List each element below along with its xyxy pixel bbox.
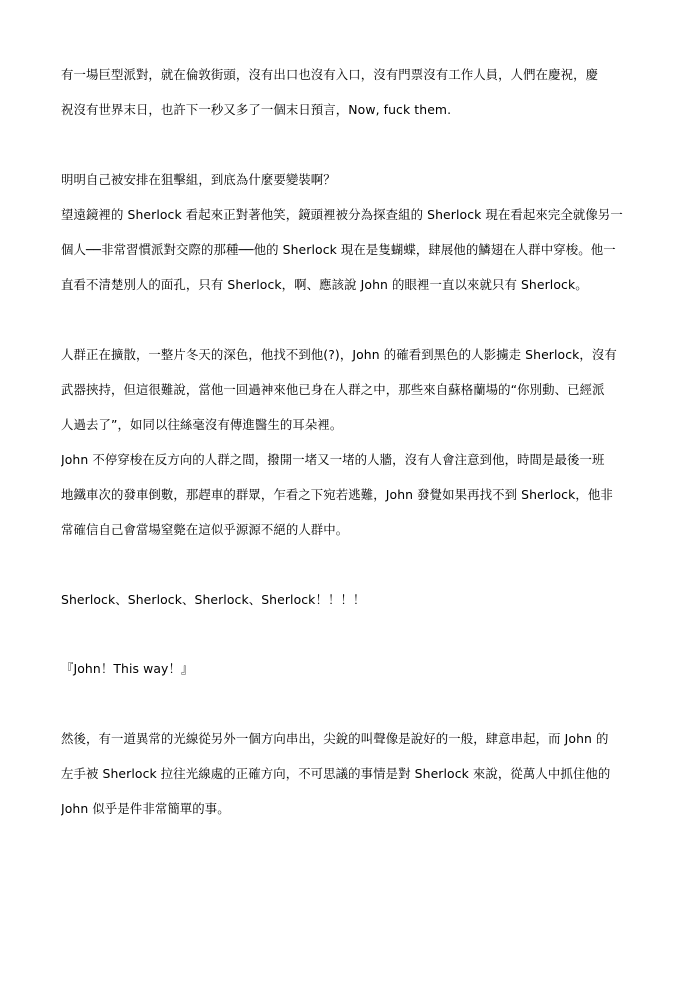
paragraph-5-line-1: John 不停穿梭在反方向的人群之間，撥開一堵又一堵的人牆，沒有人會注意到他，時間是最後一班 xyxy=(61,452,605,467)
paragraph-8-line-2: 左手被 Sherlock 拉往光線處的正確方向，不可思議的事情是對 Sherlock 來說，從萬人中抓住他的 xyxy=(61,766,611,781)
paragraph-3-line-2: 個人──非常習慣派對交際的那種──他的 Sherlock 現在是隻蝴蝶，肆展他的鱗翅在人群中穿梭。他一 xyxy=(61,242,616,257)
paragraph-8-line-3: John 似乎是件非常簡單的事。 xyxy=(61,801,230,816)
paragraph-7-line-1: 『John！This way！』 xyxy=(61,661,194,676)
paragraph-4-line-1: 人群正在擴散，一整片冬天的深色，他找不到他(?)，John 的確看到黑色的人影擄走 Sherlock，沒有 xyxy=(61,347,617,362)
paragraph-2-line-1: 明明自己被安排在狙擊組，到底為什麼要變裝啊？ xyxy=(61,172,336,187)
paragraph-3-line-3: 直看不清楚別人的面孔，只有 Sherlock，啊、應該說 John 的眼裡一直以來就只有 Sherlock。 xyxy=(61,277,588,292)
paragraph-1-line-2: 祝沒有世界末日，也許下一秒又多了一個末日預言，Now, fuck them. xyxy=(61,102,452,117)
paragraph-3-line-1: 望遠鏡裡的 Sherlock 看起來正對著他笑，鏡頭裡被分為探查組的 Sherlock 現在看起來完全就像另一 xyxy=(61,207,623,222)
paragraph-4-line-3: 人過去了”，如同以往絲毫沒有傳進醫生的耳朵裡。 xyxy=(61,417,343,432)
paragraph-8-line-1: 然後，有一道異常的光線從另外一個方向串出，尖銳的叫聲像是說好的一般，肆意串起，而 John 的 xyxy=(61,731,609,746)
paragraph-6-line-1: Sherlock、Sherlock、Sherlock、Sherlock！！！！ xyxy=(61,592,366,607)
paragraph-1-line-1: 有一場巨型派對，就在倫敦街頭，沒有出口也沒有入口，沒有門票沒有工作人員，人們在慶祝，慶 xyxy=(61,67,599,82)
paragraph-4-line-2: 武器挾持，但這很難說，當他一回過神來他已身在人群之中，那些來自蘇格蘭場的“你別動、已經派 xyxy=(61,382,605,397)
paragraph-5-line-3: 常確信自己會當場窒斃在這似乎源源不絕的人群中。 xyxy=(61,522,349,537)
paragraph-5-line-2: 地鐵車次的發車倒數，那趕車的群眾，乍看之下宛若逃難，John 發覺如果再找不到 Sherlock，他非 xyxy=(61,487,613,502)
